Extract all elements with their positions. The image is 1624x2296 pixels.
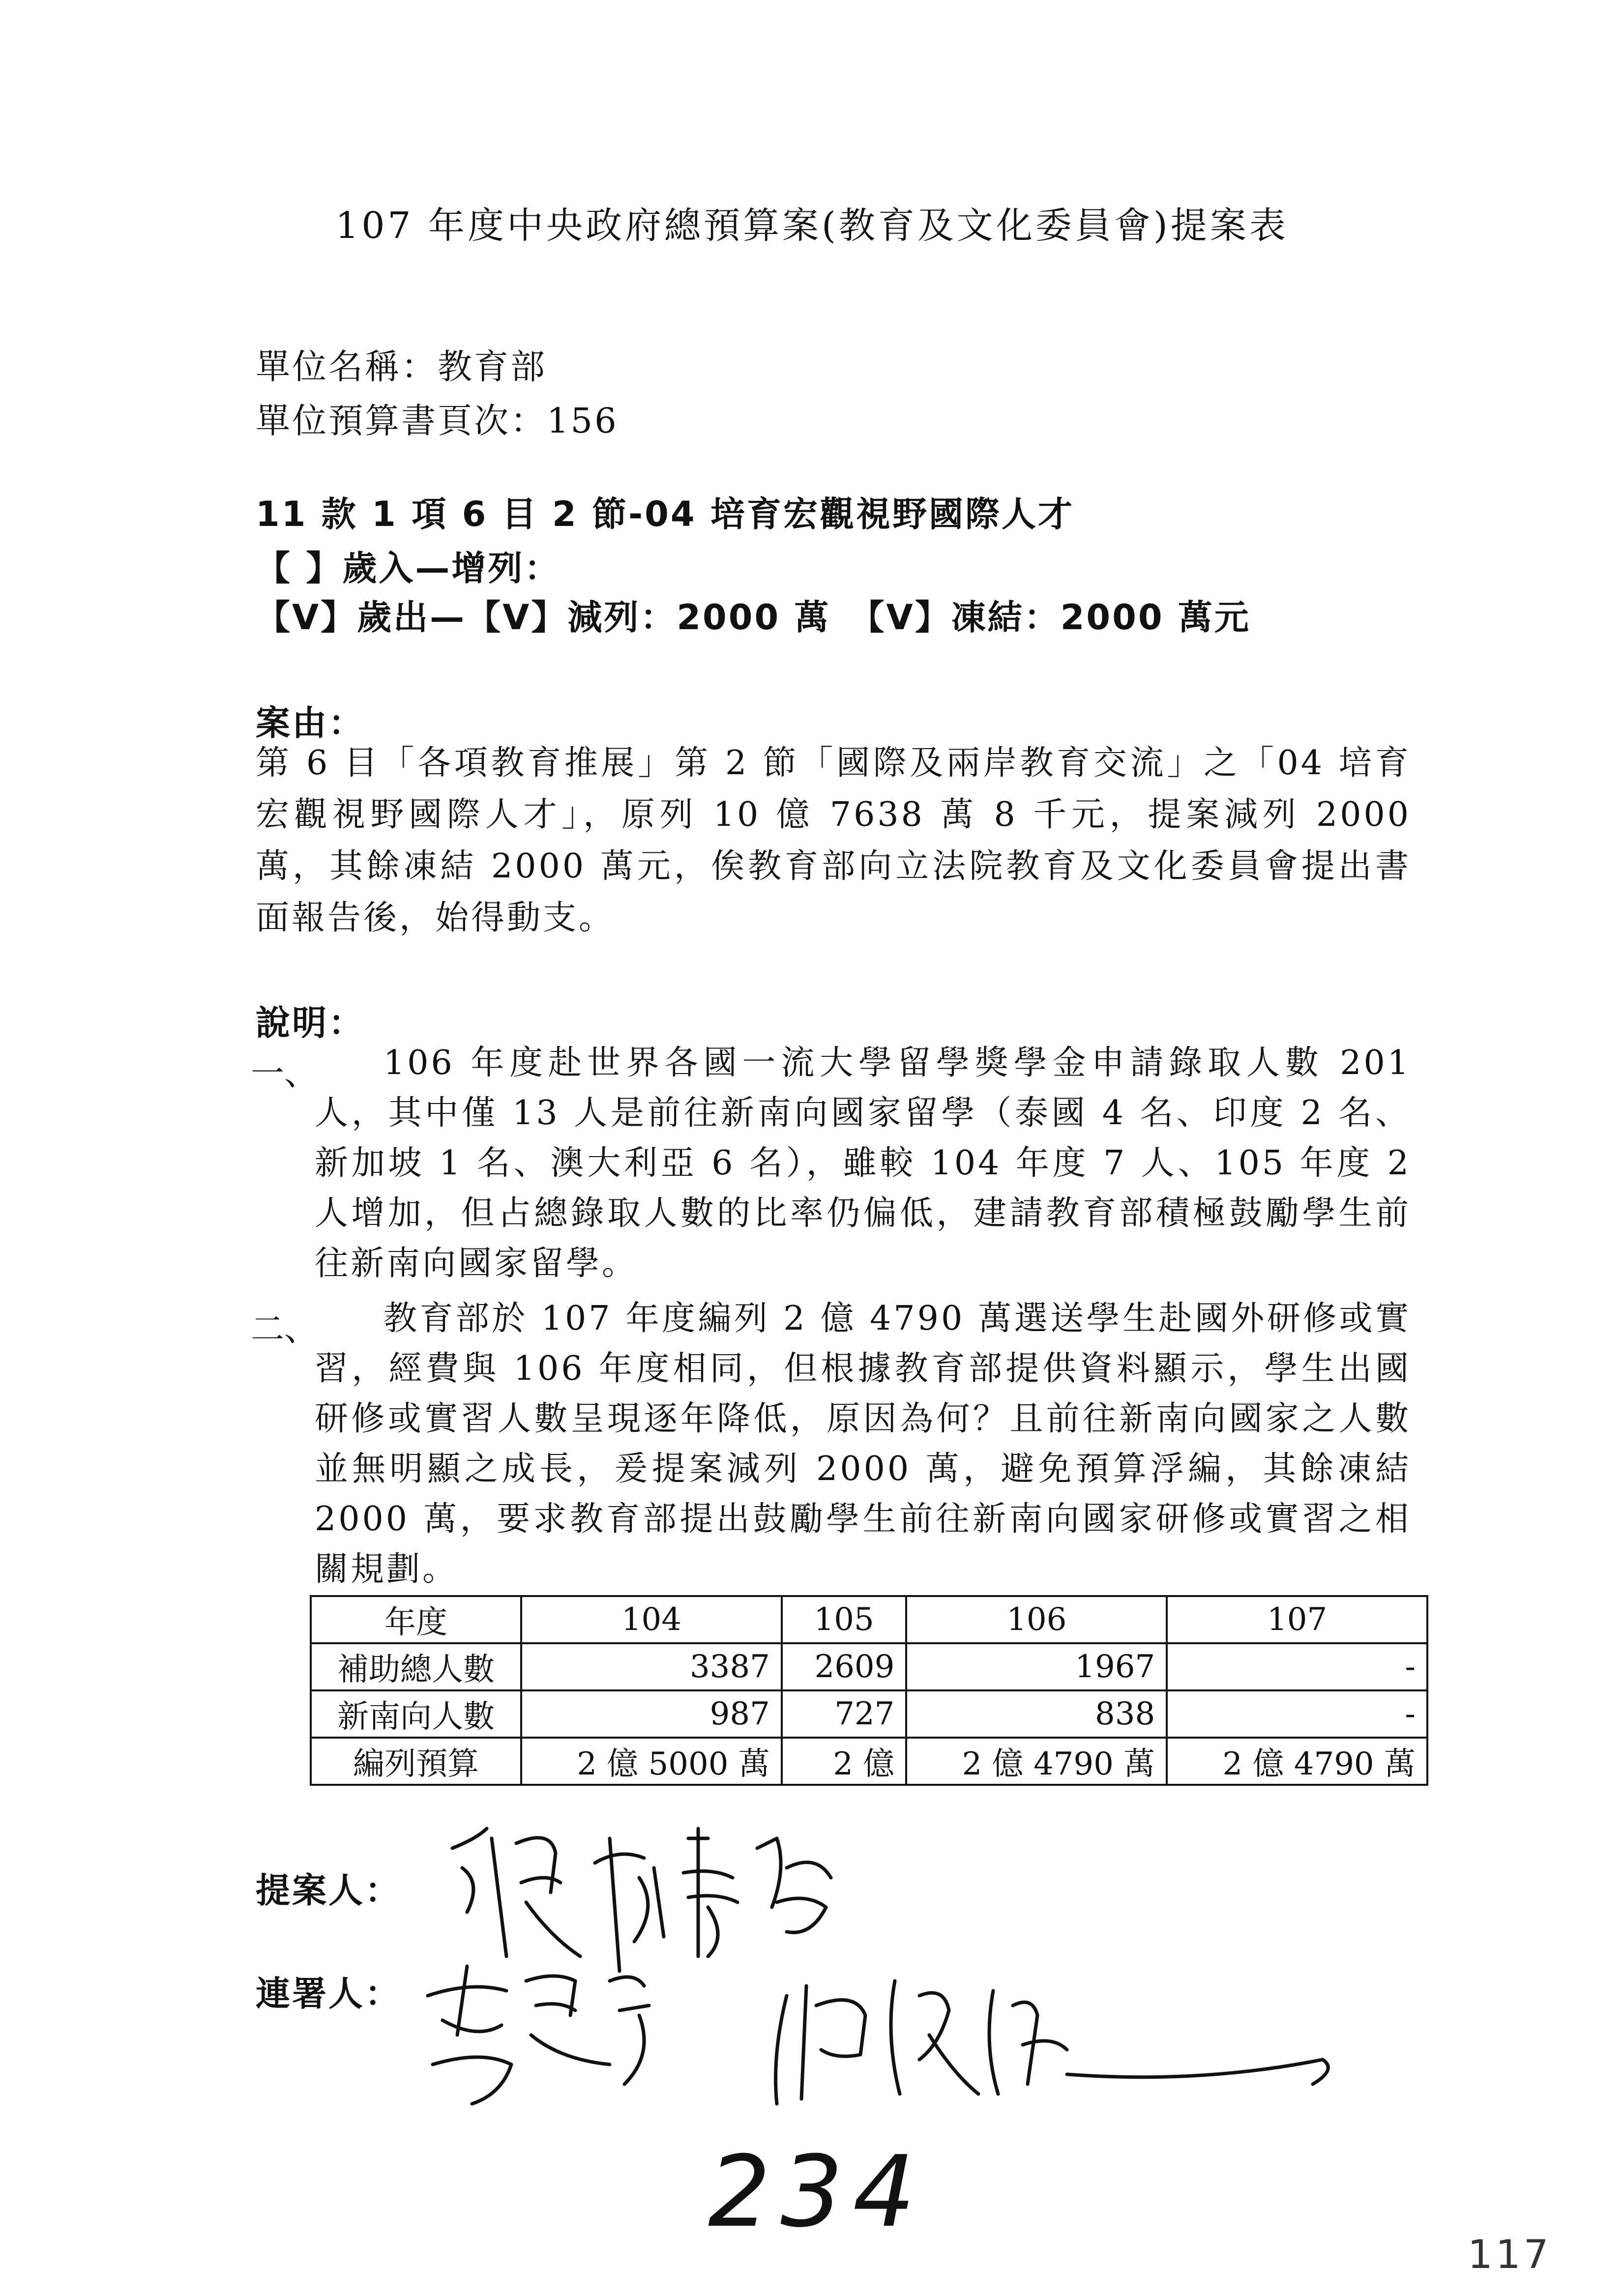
budget-table — [310, 1595, 1428, 1786]
reason-heading: 案由： — [256, 703, 365, 743]
cosigner-label: 連署人： — [256, 1974, 401, 2014]
handwritten-page-number: 234 — [708, 2135, 925, 2249]
item-2-number: 二、 — [251, 1310, 318, 1349]
unit-name: 單位名稱：教育部 — [256, 347, 547, 387]
corner-page-mark: 117 — [1468, 2232, 1552, 2277]
table-row — [311, 1690, 1427, 1738]
proposer-label: 提案人： — [256, 1870, 401, 1911]
table-header-cell: 年度 — [311, 1596, 521, 1643]
table-cell: 2 億 5000 萬 — [521, 1738, 782, 1785]
table-header-cell: 107 — [1167, 1596, 1427, 1643]
table-row-label: 新南向人數 — [311, 1690, 521, 1738]
revenue-line: 【 】歲入—增列： — [256, 548, 561, 588]
table-cell: - — [1167, 1690, 1427, 1738]
table-row-label: 編列預算 — [311, 1738, 521, 1785]
document-title: 107 年度中央政府總預算案(教育及文化委員會)提案表 — [335, 204, 1289, 247]
table-row — [311, 1738, 1427, 1785]
table-cell: 2 億 — [782, 1738, 907, 1785]
reason-text: 第 6 目「各項教育推展」第 2 節「國際及兩岸教育交流」之「04 培育宏觀視野國際人才」，原列 10 億 7638 萬 8 千元，提案減列 2000 萬，其餘凍結 2000 萬元，俟教育部向立法院教育及文化委員會提出書面報告後，始得動支。 — [256, 744, 1411, 937]
table-header-cell: 106 — [906, 1596, 1167, 1643]
table-cell: 987 — [521, 1690, 782, 1738]
table-cell: 1967 — [906, 1643, 1167, 1690]
expenditure-line: 【V】歲出—【V】減列：2000 萬 【V】凍結：2000 萬元 — [256, 597, 1251, 638]
table-cell: - — [1167, 1643, 1427, 1690]
table-cell: 2 億 4790 萬 — [1167, 1738, 1427, 1785]
explanation-heading: 說明： — [256, 1003, 365, 1043]
table-cell: 2 億 4790 萬 — [906, 1738, 1167, 1785]
table-cell: 2609 — [782, 1643, 907, 1690]
table-cell: 838 — [906, 1690, 1167, 1738]
table-header-cell: 104 — [521, 1596, 782, 1643]
item-1-text: 106 年度赴世界各國一流大學留學獎學金申請錄取人數 201 人，其中僅 13 人是前往新南向國家留學（泰國 4 名、印度 2 名、新加坡 1 名、澳大利亞 6 名），雖較 104 年度 7 人、105 年度 2 人增加，但占總錄取人數的比率仍偏低，建請教育部積極鼓勵學生前往新南向國家留學。 — [315, 1044, 1411, 1283]
table-row — [311, 1643, 1427, 1690]
budget-section: 11 款 1 項 6 目 2 節-04 培育宏觀視野國際人才 — [256, 494, 1074, 534]
table-cell: 3387 — [521, 1643, 782, 1690]
item-1-number: 一、 — [251, 1054, 318, 1093]
cosigner-signatures — [413, 1937, 1396, 2143]
item-2-text: 教育部於 107 年度編列 2 億 4790 萬選送學生赴國外研修或實習，經費與 106 年度相同，但根據教育部提供資料顯示，學生出國研修或實習人數呈現逐年降低，原因為何？且前往新南向國家之人數並無明顯之成長，爰提案減列 2000 萬，避免預算浮編，其餘凍結 2000 萬，要求教育部提出鼓勵學生前往新南向國家研修或實習之相關規劃。 — [315, 1299, 1411, 1589]
unit-budget-page: 單位預算書頁次：156 — [256, 401, 619, 441]
table-header-cell: 105 — [782, 1596, 907, 1643]
table-header-row — [311, 1596, 1427, 1643]
table-cell: 727 — [782, 1690, 907, 1738]
table-row-label: 補助總人數 — [311, 1643, 521, 1690]
